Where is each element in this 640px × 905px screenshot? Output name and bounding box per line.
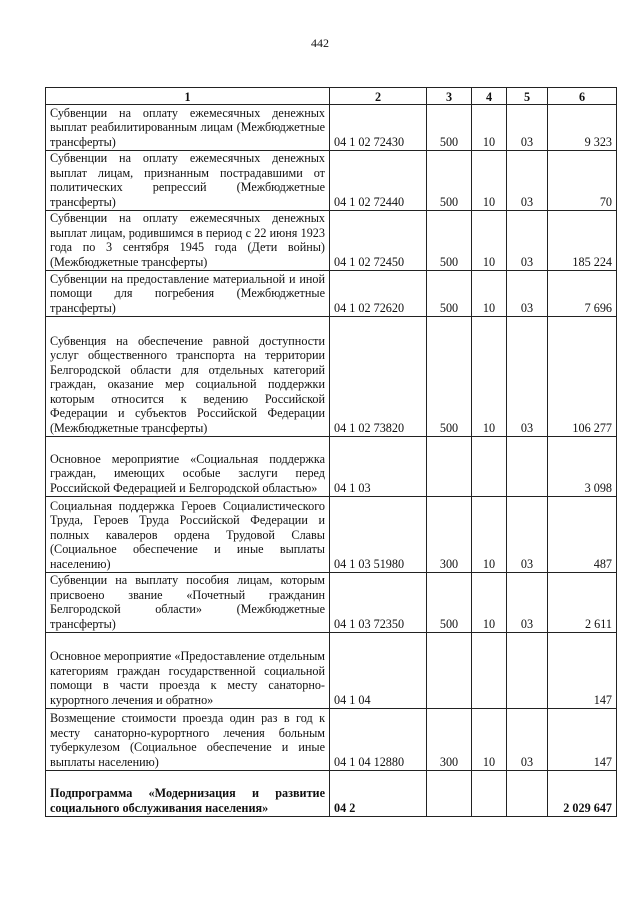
row-name: Социальная поддержка Героев Социалистического Труда, Героев Труда Российской Федерации и полных кавалеров ордена Трудовой Славы (Социальное обеспечение и иные выплаты населению) [46, 497, 330, 573]
column-header-2: 2 [330, 88, 427, 105]
row-code: 04 1 02 72450 [330, 211, 427, 271]
table-header-row [46, 88, 617, 105]
table-row-subprogram [46, 771, 617, 817]
row-code: 04 1 03 72350 [330, 573, 427, 633]
row-col5 [507, 633, 548, 709]
column-header-5: 5 [507, 88, 548, 105]
row-code: 04 1 04 12880 [330, 709, 427, 771]
row-col5: 03 [507, 573, 548, 633]
table-row [46, 151, 617, 211]
table-row [46, 709, 617, 771]
row-col3 [427, 771, 472, 817]
row-col5: 03 [507, 211, 548, 271]
row-col3 [427, 437, 472, 497]
row-name: Основное мероприятие «Социальная поддержка граждан, имеющих особые заслуги перед Российской Федерацией и Белгородской областью» [46, 437, 330, 497]
row-name: Возмещение стоимости проезда один раз в год к месту санаторно-курортного лечения больным туберкулезом (Социальное обеспечение и иные выплаты населению) [46, 709, 330, 771]
row-col5: 03 [507, 151, 548, 211]
table-row [46, 317, 617, 437]
row-name: Подпрограмма «Модернизация и развитие социального обслуживания населения» [46, 771, 330, 817]
row-sum: 70 [548, 151, 617, 211]
row-col4: 10 [472, 573, 507, 633]
row-sum: 487 [548, 497, 617, 573]
row-col3 [427, 633, 472, 709]
table-row [46, 633, 617, 709]
table-row [46, 211, 617, 271]
table-row [46, 573, 617, 633]
row-sum: 106 277 [548, 317, 617, 437]
page-number: 442 [311, 36, 329, 50]
row-col3: 500 [427, 573, 472, 633]
row-code: 04 1 02 72440 [330, 151, 427, 211]
column-header-3: 3 [427, 88, 472, 105]
row-name: Субвенции на оплату ежемесячных денежных выплат лицам, признанным пострадавшими от политических репрессий (Межбюджетные трансферты) [46, 151, 330, 211]
row-code: 04 1 03 51980 [330, 497, 427, 573]
row-sum: 185 224 [548, 211, 617, 271]
row-col4: 10 [472, 151, 507, 211]
row-col4: 10 [472, 105, 507, 151]
row-col5: 03 [507, 105, 548, 151]
column-header-4: 4 [472, 88, 507, 105]
row-col3: 500 [427, 151, 472, 211]
row-col5 [507, 771, 548, 817]
row-sum: 7 696 [548, 271, 617, 317]
row-col5: 03 [507, 317, 548, 437]
row-code: 04 1 03 [330, 437, 427, 497]
row-col4 [472, 437, 507, 497]
row-col3: 500 [427, 317, 472, 437]
row-code: 04 1 02 72430 [330, 105, 427, 151]
row-name: Субвенции на оплату ежемесячных денежных выплат лицам, родившимся в период с 22 июня 1923 года по 3 сентября 1945 года (Дети войны) (Межбюджетные трансферты) [46, 211, 330, 271]
row-col4: 10 [472, 271, 507, 317]
row-col4: 10 [472, 317, 507, 437]
row-col5 [507, 437, 548, 497]
row-code: 04 1 02 73820 [330, 317, 427, 437]
row-col5: 03 [507, 497, 548, 573]
budget-table [45, 87, 617, 817]
row-col5: 03 [507, 709, 548, 771]
row-code: 04 1 04 [330, 633, 427, 709]
table-row [46, 437, 617, 497]
row-col3: 500 [427, 211, 472, 271]
row-name: Основное мероприятие «Предоставление отдельным категориям граждан государственной социальной помощи в части проезда к месту санаторно-курортного лечения и обратно» [46, 633, 330, 709]
row-sum: 9 323 [548, 105, 617, 151]
column-header-6: 6 [548, 88, 617, 105]
row-col4: 10 [472, 709, 507, 771]
row-name: Субвенции на предоставление материальной и иной помощи для погребения (Межбюджетные трансферты) [46, 271, 330, 317]
row-code: 04 2 [330, 771, 427, 817]
column-header-1: 1 [46, 88, 330, 105]
table-row [46, 497, 617, 573]
row-col4: 10 [472, 211, 507, 271]
row-col4 [472, 633, 507, 709]
table-row [46, 271, 617, 317]
row-sum: 2 611 [548, 573, 617, 633]
row-sum: 2 029 647 [548, 771, 617, 817]
row-col3: 500 [427, 105, 472, 151]
row-name: Субвенция на обеспечение равной доступности услуг общественного транспорта на территории Белгородской области для отдельных категорий граждан, оказание мер социальной поддержки которым относится к ведению Российской Федерации и субъектов Российской Федерации (Межбюджетные трансферты) [46, 317, 330, 437]
table-row [46, 105, 617, 151]
row-col5: 03 [507, 271, 548, 317]
row-sum: 147 [548, 633, 617, 709]
row-name: Субвенции на оплату ежемесячных денежных выплат реабилитированным лицам (Межбюджетные трансферты) [46, 105, 330, 151]
row-col3: 300 [427, 497, 472, 573]
row-sum: 3 098 [548, 437, 617, 497]
row-col3: 300 [427, 709, 472, 771]
row-col4 [472, 771, 507, 817]
row-col3: 500 [427, 271, 472, 317]
row-col4: 10 [472, 497, 507, 573]
row-code: 04 1 02 72620 [330, 271, 427, 317]
row-sum: 147 [548, 709, 617, 771]
row-name: Субвенции на выплату пособия лицам, которым присвоено звание «Почетный гражданин Белгородской области» (Межбюджетные трансферты) [46, 573, 330, 633]
